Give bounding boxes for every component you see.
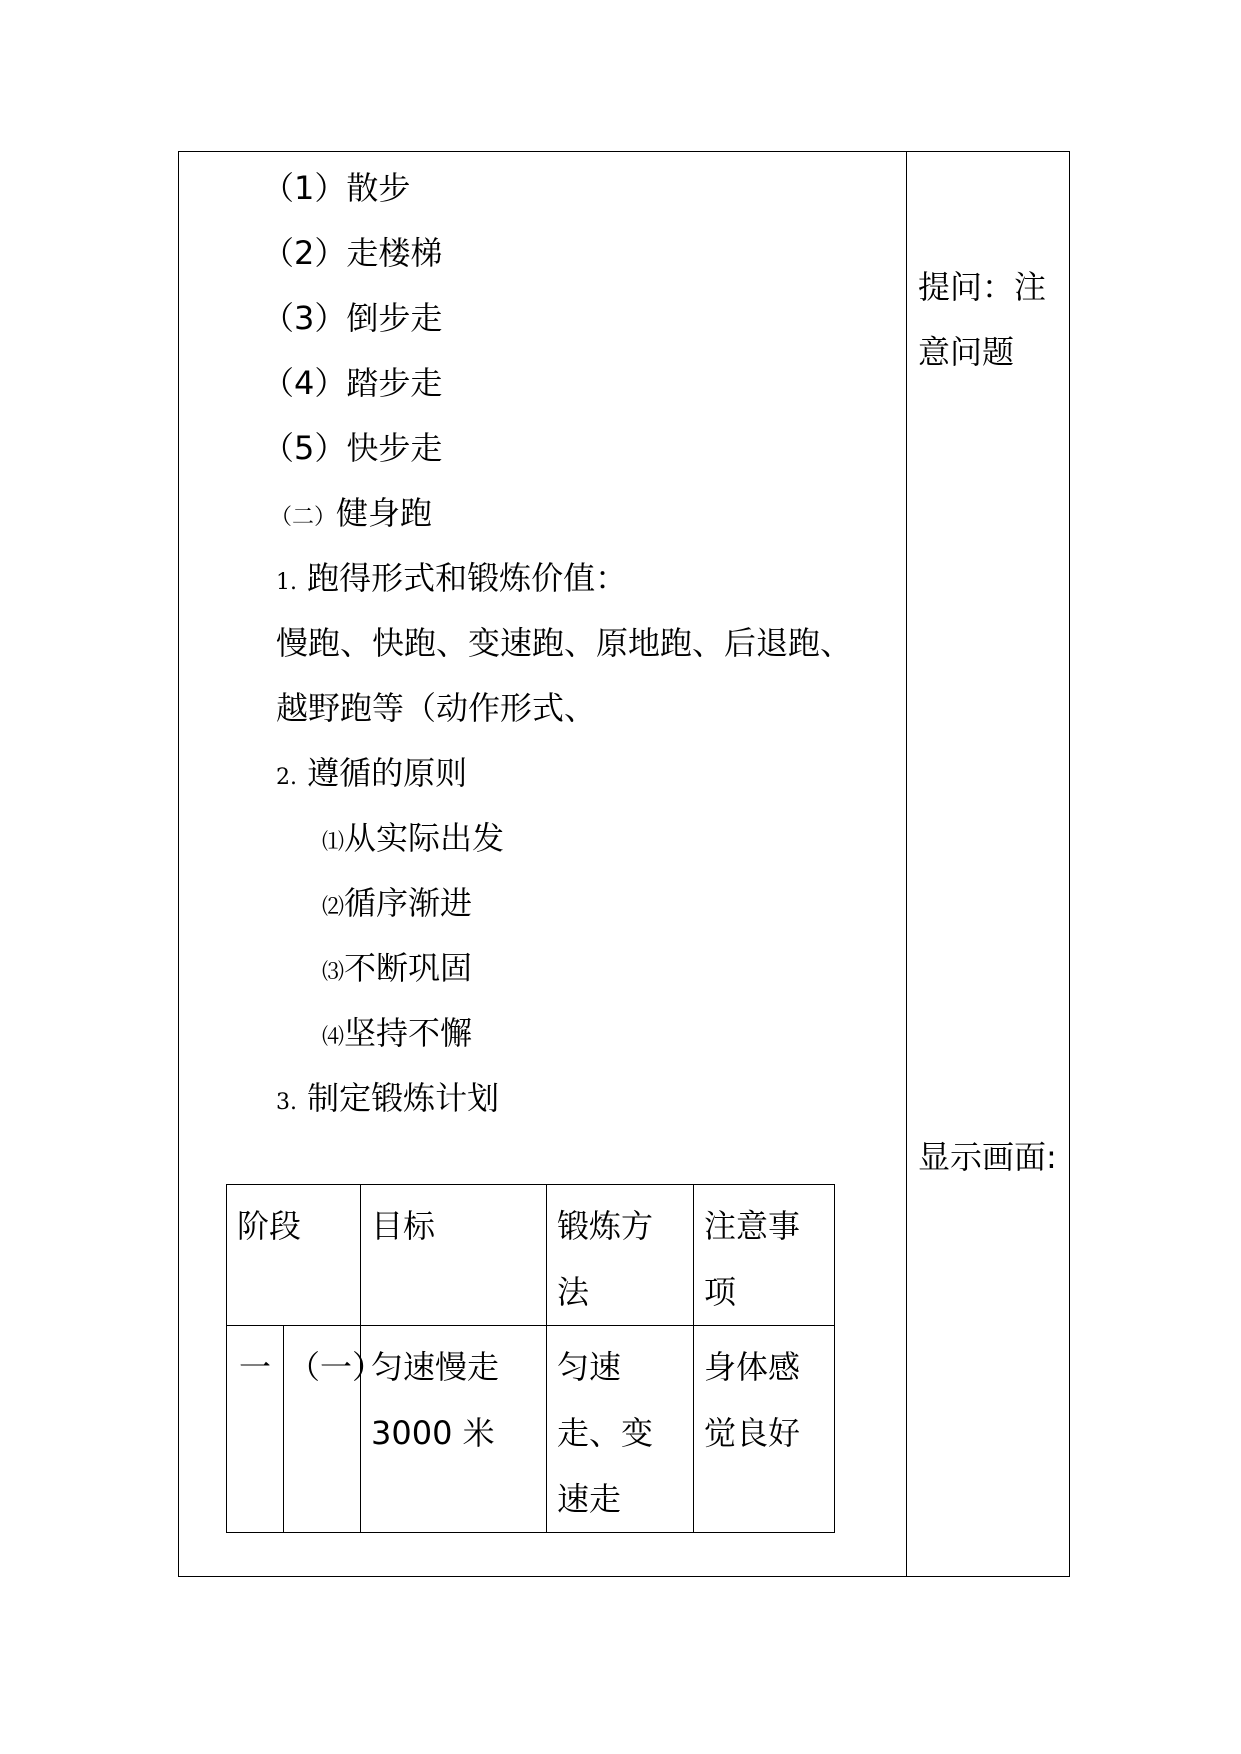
item-2 xyxy=(276,753,467,798)
plan-table xyxy=(226,1184,835,1533)
header-notes-text: 注意事项 xyxy=(704,1207,801,1311)
stage-main: 一 xyxy=(227,1326,284,1533)
method-text: 匀速走、变速走 xyxy=(557,1348,654,1518)
item-2-text: 遵循的原则 xyxy=(307,754,468,792)
item-1-body-line-2: 越野跑等（动作形式、 xyxy=(276,689,597,727)
walk-item-2: （2）走楼梯 xyxy=(262,234,443,272)
header-goal: 目标 xyxy=(361,1185,547,1326)
notes-cell xyxy=(694,1326,835,1533)
section-heading xyxy=(270,493,432,538)
principle-1-number: ⑴ xyxy=(322,830,345,855)
question-line-2: 意问题 xyxy=(918,333,1015,371)
goal-text: 匀速慢走3000 米 xyxy=(371,1348,500,1452)
stage-sub-text: （一） xyxy=(288,1348,385,1386)
item-1-body-line-1: 慢跑、快跑、变速跑、原地跑、后退跑、 xyxy=(276,624,853,662)
table-header-row xyxy=(227,1185,835,1326)
item-1 xyxy=(276,558,627,603)
principle-2-number: ⑵ xyxy=(322,895,345,920)
notes-text: 身体感觉良好 xyxy=(704,1348,801,1452)
header-notes xyxy=(694,1185,835,1326)
method-cell xyxy=(547,1326,694,1533)
stage-sub xyxy=(284,1326,385,1533)
walk-item-5: （5）快步走 xyxy=(262,429,443,467)
item-2-number: 2. xyxy=(276,765,297,790)
principle-1 xyxy=(322,818,504,863)
header-method xyxy=(547,1185,694,1326)
question-line-1: 提问：注 xyxy=(918,268,1047,306)
section-number: （二） xyxy=(270,505,337,530)
principle-4-text: 坚持不懈 xyxy=(344,1014,473,1052)
walk-item-3: （3）倒步走 xyxy=(262,299,443,337)
principle-3 xyxy=(322,948,472,993)
column-divider xyxy=(906,151,907,1577)
principle-4-number: ⑷ xyxy=(322,1025,345,1050)
principle-3-number: ⑶ xyxy=(322,960,345,985)
goal-cell xyxy=(361,1326,547,1533)
principle-1-text: 从实际出发 xyxy=(344,819,505,857)
item-3-text: 制定锻炼计划 xyxy=(307,1079,500,1117)
walk-item-4: （4）踏步走 xyxy=(262,364,443,402)
principle-2 xyxy=(322,883,472,928)
principle-3-text: 不断巩固 xyxy=(344,949,473,987)
section-title: 健身跑 xyxy=(336,494,433,532)
walk-item-1: （1）散步 xyxy=(262,169,411,207)
header-method-text: 锻炼方法 xyxy=(557,1207,654,1311)
item-3-number: 3. xyxy=(276,1090,297,1115)
principle-4 xyxy=(322,1013,472,1058)
item-1-number: 1. xyxy=(276,570,297,595)
item-3 xyxy=(276,1078,499,1123)
table-row xyxy=(227,1326,835,1533)
header-stage: 阶段 xyxy=(227,1185,361,1326)
display-label: 显示画面: xyxy=(918,1138,1057,1176)
item-1-text: 跑得形式和锻炼价值： xyxy=(307,559,628,597)
principle-2-text: 循序渐进 xyxy=(344,884,473,922)
